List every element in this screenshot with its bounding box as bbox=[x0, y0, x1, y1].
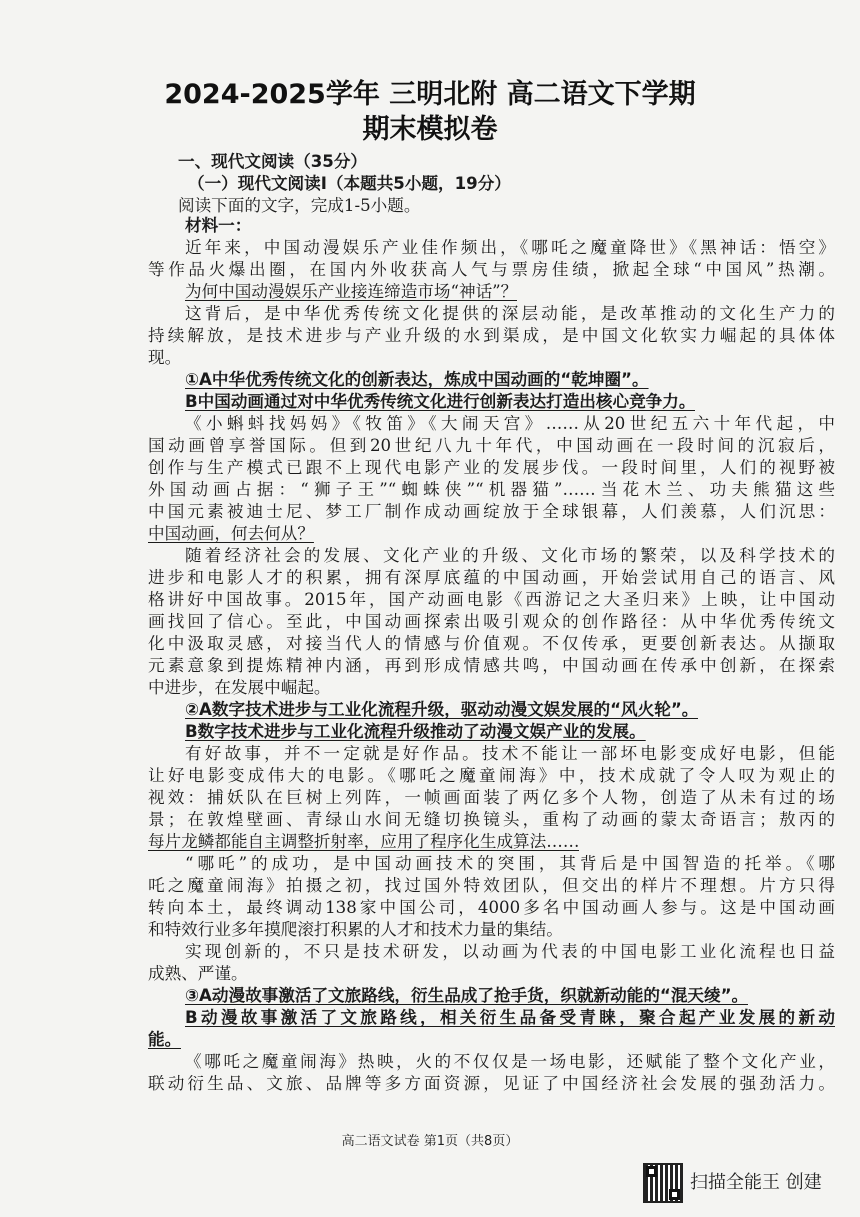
heading-option-3b: B动漫故事激活了文旅路线，相关衍生品备受青睐，聚合起产业发展的新动 bbox=[185, 1008, 835, 1027]
paragraph-line: 现。 bbox=[148, 348, 182, 367]
paragraph-line: 化中汲取灵感，对接当代人的情感与价值观。不仅传承，更要创新表达。从撷取 bbox=[148, 634, 835, 653]
question-line-underlined: 中国动画，何去何从？ bbox=[148, 524, 314, 543]
paragraph-line: 成熟、严谨。 bbox=[148, 964, 248, 983]
paragraph-line: 联动衍生品、文旅、品牌等多方面资源，见证了中国经济社会发展的强劲活力。 bbox=[148, 1074, 835, 1093]
heading-option-3a: ③A动漫故事激活了文旅路线，衍生品成了抢手货，织就新动能的“混天绫”。 bbox=[185, 986, 749, 1005]
paragraph-line: 视效：捕妖队在巨树上列阵，一帧画面装了两亿多个人物，创造了从未有过的场 bbox=[148, 788, 835, 807]
paragraph-line: 持续解放，是技术进步与产业升级的水到渠成，是中国文化软实力崛起的具体体 bbox=[148, 326, 835, 345]
paragraph-line: 让好电影变成伟大的电影。《哪吒之魔童闹海》中，技术成就了令人叹为观止的 bbox=[148, 766, 835, 785]
paragraph-line: 画找回了信心。至此，中国动画探索出吸引观众的创作路径：从中华优秀传统文 bbox=[148, 612, 835, 631]
paragraph-line: 转向本土，最终调动138家中国公司，4000多名中国动画人参与。这是中国动画 bbox=[148, 898, 835, 917]
paragraph-line: 这背后，是中华优秀传统文化提供的深层动能，是改革推动的文化生产力的 bbox=[185, 304, 835, 323]
section-heading: 一、现代文阅读（35分） bbox=[178, 152, 368, 171]
paragraph-line: 创作与生产模式已跟不上现代电影产业的发展步伐。一段时间里，人们的视野被 bbox=[148, 458, 835, 477]
qr-code-icon bbox=[643, 1163, 683, 1203]
paragraph-line: 格讲好中国故事。2015年，国产动画电影《西游记之大圣归来》上映，让中国动 bbox=[148, 590, 835, 609]
paragraph-line: 吒之魔童闹海》拍摄之初，找过国外特效团队，但交出的样片不理想。片方只得 bbox=[148, 876, 835, 895]
scanner-watermark: 扫描全能王 创建 bbox=[690, 1172, 822, 1193]
paragraph-line: “哪吒”的成功，是中国动画技术的突围，其背后是中国智造的托举。《哪 bbox=[185, 854, 835, 873]
paragraph-line: 国动画曾享誉国际。但到20世纪八九十年代，中国动画在一段时间的沉寂后， bbox=[148, 436, 835, 455]
exam-title-line1: 2024-2025学年 三明北附 高二语文下学期 bbox=[164, 79, 696, 110]
paragraph-line: 《哪吒之魔童闹海》热映，火的不仅仅是一场电影，还赋能了整个文化产业， bbox=[185, 1052, 835, 1071]
paragraph-line: 等作品火爆出圈，在国内外收获高人气与票房佳绩，掀起全球“中国风”热潮。 bbox=[148, 260, 835, 279]
paragraph-line: 景；在敦煌壁画、青绿山水间无缝切换镜头，重构了动画的蒙太奇语言；敖丙的 bbox=[148, 810, 835, 829]
heading-option-1a: ①A中华优秀传统文化的创新表达，炼成中国动画的“乾坤圈”。 bbox=[185, 370, 649, 389]
exam-title-line2: 期末模拟卷 bbox=[362, 114, 498, 145]
paragraph-line: 进步和电影人才的积累，拥有深厚底蕴的中国动画，开始尝试用自己的语言、风 bbox=[148, 568, 835, 587]
page-footer: 高二语文试卷 第1页（共8页） bbox=[341, 1134, 519, 1149]
paragraph-line: 随着经济社会的发展、文化产业的升级、文化市场的繁荣，以及科学技术的 bbox=[185, 546, 835, 565]
instruction: 阅读下面的文字，完成1-5小题。 bbox=[178, 196, 421, 215]
paragraph-line: 《小蝌蚪找妈妈》《牧笛》《大闹天宫》……从20世纪五六十年代起，中 bbox=[185, 414, 835, 433]
paragraph-line: 近年来，中国动漫娱乐产业佳作频出，《哪吒之魔童降世》《黑神话：悟空》 bbox=[185, 238, 835, 257]
paragraph-line: 外国动画占据：“狮子王”“蜘蛛侠”“机器猫”……当花木兰、功夫熊猫这些 bbox=[148, 480, 835, 499]
paragraph-line: 中国元素被迪士尼、梦工厂制作成动画绽放于全球银幕，人们羡慕，人们沉思： bbox=[148, 502, 835, 521]
subsection-heading: （一）现代文阅读Ⅰ（本题共5小题，19分） bbox=[188, 174, 511, 193]
paragraph-line: 有好故事，并不一定就是好作品。技术不能让一部坏电影变成好电影，但能 bbox=[185, 744, 835, 763]
paragraph-line: 中进步，在发展中崛起。 bbox=[148, 678, 331, 697]
heading-option-2a: ②A数字技术进步与工业化流程升级，驱动动漫文娱发展的“风火轮”。 bbox=[185, 700, 699, 719]
question-line-underlined: 为何中国动漫娱乐产业接连缔造市场“神话”？ bbox=[185, 282, 518, 301]
heading-option-2b: B数字技术进步与工业化流程升级推动了动漫文娱产业的发展。 bbox=[185, 722, 646, 741]
paragraph-line: 实现创新的，不只是技术研发，以动画为代表的中国电影工业化流程也日益 bbox=[185, 942, 835, 961]
heading-option-1b: B中国动画通过对中华优秀传统文化进行创新表达打造出核心竞争力。 bbox=[185, 392, 696, 411]
paragraph-line: 每片龙鳞都能自主调整折射率，应用了程序化生成算法…… bbox=[148, 832, 580, 851]
paragraph-line: 元素意象到提炼精神内涵，再到形成情感共鸣，中国动画在传承中创新，在探索 bbox=[148, 656, 835, 675]
material-label: 材料一： bbox=[185, 216, 252, 235]
paragraph-line: 和特效行业多年摸爬滚打积累的人才和技术力量的集结。 bbox=[148, 920, 563, 939]
heading-option-3b-end: 能。 bbox=[148, 1030, 182, 1049]
